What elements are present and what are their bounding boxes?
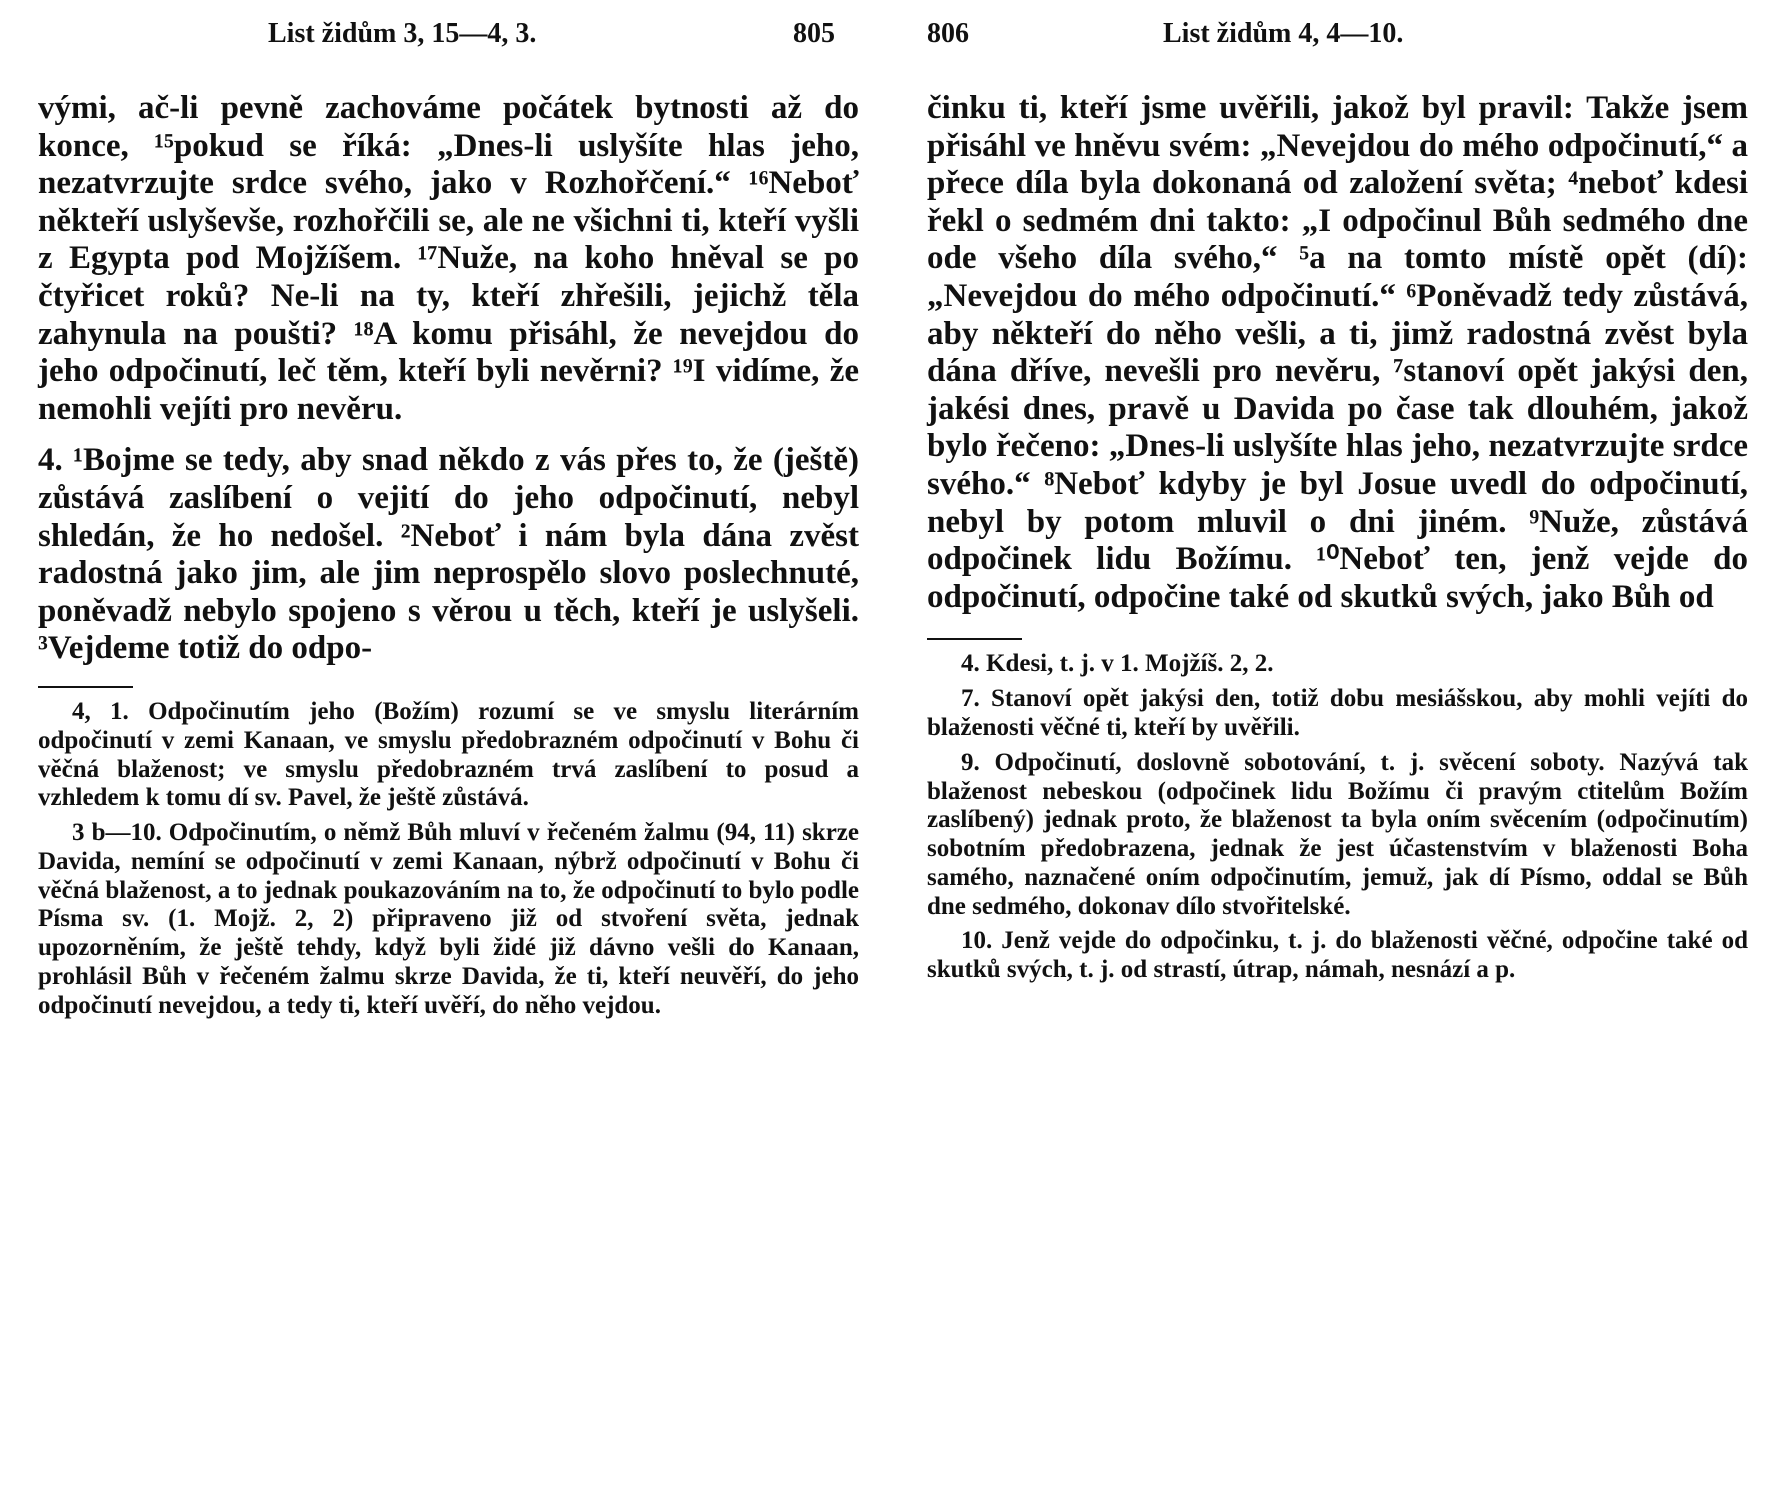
right-page-number: 806 (927, 18, 969, 49)
right-paragraph-1: činku ti, kteří jsme uvěřili, jakož byl pravil: Takže jsem přisáhl ve hněvu svém: „Nevejdou do mého odpočinutí,“ a přece díla byla dokonaná od založení světa; ⁴neboť kdesi řekl o sedmém dni takto: „I odpočinul Bůh sedmého dne ode všeho díla svého,“ ⁵a na tomto místě opět (dí): „Nevejdou do mého odpočinutí.“ ⁶Poněvadž tedy zůstává, aby někteří do něho vešli, a ti, jimž radostná zvěst byla dána dříve, nevešli pro nevěru, ⁷stanoví opět jakýsi den, jakési dnes, pravě u Davida po čase tak dlouhém, jakož bylo řečeno: „Dnes-li uslyšíte hlas jeho, nezatvrzujte srdce svého.“ ⁸Neboť kdyby je byl Josue uvedl do odpočinutí, nebyl by potom mluvil o dni jiném. ⁹Nuže, zůstává odpočinek lidu Božímu. ¹⁰Neboť ten, jenž vejde do odpočinutí, odpočine také od skutků svých, jako Bůh od (927, 90, 1748, 615)
right-footnote-1: 4. Kdesi, t. j. v 1. Mojžíš. 2, 2. (961, 650, 1274, 678)
right-page (887, 0, 1774, 1500)
left-footnote-1: 4, 1. Odpočinutím jeho (Božím) rozumí se ve smyslu literárním odpočinutí v zemi Kanaan, ve smyslu předobrazném odpočinutí v Bohu či věčná blaženost; ve smyslu předobrazném trvá zaslíbení to posud a vzhledem k tomu dí sv. Pavel, že ještě zůstává. (38, 697, 859, 812)
left-running-title: List židům 3, 15—4, 3. (268, 18, 537, 49)
left-footnotes (38, 698, 859, 1021)
left-main-text (38, 90, 859, 668)
footnote-divider (38, 686, 133, 688)
right-footnote-3: 9. Odpočinutí, doslovně sobotování, t. j. svěcení soboty. Nazývá tak blaženost nebeskou (odpočinek lidu Božímu či pravým ctitelům Božím zaslíbený) jednak proto, že blaženost ta byla oním svěcením (odpočinutím) sobotním předobrazena, jednak že jest účastenstvím v blaženosti Boha samého, naznačené oním odpočinutím, jemuž, jak dí Písmo, oddal se Bůh dne sedmého, dokonav dílo stvořitelské. (927, 748, 1748, 920)
right-running-title: List židům 4, 4—10. (1163, 18, 1404, 49)
left-footnote-2: 3 b—10. Odpočinutím, o němž Bůh mluví v řečeném žalmu (94, 11) skrze Davida, nemíní se odpočinutí v zemi Kanaan, nýbrž odpočinutí v Bohu či věčná blaženost, a to jednak poukazováním na to, že odpočinutí to bylo podle Písma sv. (1. Mojž. 2, 2) připraveno již od stvoření světa, jednak upozorněním, že ještě tehdy, když byli židé již dávno vešli do Kanaan, prohlásil Bůh v řečeném žalmu skrze Davida, že ti, kteří neuvěří, do jeho odpočinutí nevejdou, a tedy ti, kteří uvěří, do něho vejdou. (38, 819, 859, 1019)
right-page-header (927, 18, 1748, 52)
left-page-number: 805 (793, 18, 835, 49)
right-footnotes (927, 650, 1748, 985)
right-footnote-2: 7. Stanoví opět jakýsi den, totiž dobu mesiášskou, aby mohli vejíti do blaženosti věčné ti, kteří by uvěřili. (927, 685, 1748, 741)
left-page-header (38, 18, 859, 52)
left-paragraph-2: 4. ¹Bojme se tedy, aby snad někdo z vás přes to, že (ještě) zůstává zaslíbení o vejití do jeho odpočinutí, nebyl shledán, že ho nedošel. ²Neboť i nám byla dána zvěst radostná jako jim, ale jim neprospělo slovo poslechnuté, poněvadž nebylo spojeno s věrou u těch, kteří je uslyšeli. ³Vejdeme totiž do odpo- (38, 442, 859, 667)
right-footnote-4: 10. Jenž vejde do odpočinku, t. j. do blaženosti věčné, odpočine také od skutků svých, t. j. od strastí, útrap, námah, nesnází a p. (927, 927, 1748, 984)
footnote-divider (927, 638, 1022, 640)
left-paragraph-1: vými, ač-li pevně zachováme počátek bytnosti až do konce, ¹⁵pokud se říká: „Dnes-li uslyšíte hlas jeho, nezatvrzujte srdce svého, jako v Rozhořčení.“ ¹⁶Neboť někteří uslyševše, rozhořčili se, ale ne všichni ti, kteří vyšli z Egypta pod Mojžíšem. ¹⁷Nuže, na koho hněval se po čtyřicet roků? Ne-li na ty, kteří zhřešili, jejichž těla zahynula na poušti? ¹⁸A komu přisáhl, že nevejdou do jeho odpočinutí, leč těm, kteří byli nevěrni? ¹⁹I vidíme, že nemohli vejíti pro nevěru. (38, 90, 859, 427)
right-main-text (927, 90, 1748, 616)
